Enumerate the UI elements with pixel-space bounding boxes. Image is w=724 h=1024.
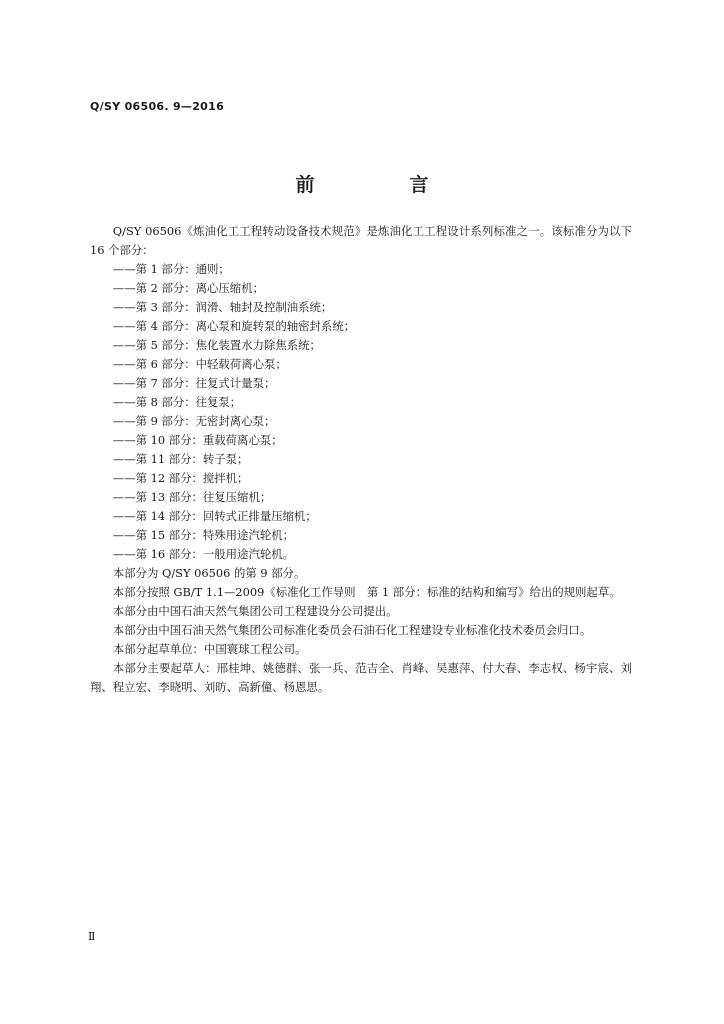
centralized-management-statement: 本部分由中国石油天然气集团公司标准化委员会石油石化工程建设专业标准化技术委员会归口。 [112, 623, 592, 637]
parts-list [90, 260, 632, 564]
list-item: ——第 9 部分：无密封离心泵； [112, 414, 276, 428]
list-item: ——第 1 部分：通则； [112, 262, 230, 276]
list-item: ——第 13 部分：往复压缩机； [112, 490, 272, 504]
list-item: ——第 5 部分：焦化装置水力除焦系统； [112, 338, 321, 352]
list-item: ——第 2 部分：离心压缩机； [112, 281, 264, 295]
standard-code: Q/SY 06506. 9—2016 [90, 100, 225, 113]
list-item: ——第 16 部分：一般用途汽轮机。 [112, 547, 295, 561]
proposer-statement: 本部分由中国石油天然气集团公司工程建设分公司提出。 [112, 604, 398, 618]
drafters-statement: 本部分主要起草人：邢桂坤、姚德群、张一兵、范吉全、肖峰、吴惠萍、付大春、李志权、杨宇宸、刘翔、程立宏、李晓明、刘昉、高新僮、杨恩思。 [90, 661, 632, 694]
list-item: ——第 15 部分：特殊用途汽轮机； [112, 528, 295, 542]
intro-paragraph: Q/SY 06506《炼油化工工程转动设备技术规范》是炼油化工工程设计系列标准之一。该标准分为以下 16 个部分： [90, 224, 632, 257]
list-item: ——第 8 部分：往复泵； [112, 395, 242, 409]
list-item: ——第 10 部分：重载荷离心泵； [112, 433, 283, 447]
page-number: Ⅱ [88, 930, 96, 943]
page-title: 前 言 [295, 174, 467, 196]
drafting-rules-statement: 本部分按照 GB/T 1.1—2009《标准化工作导则 第 1 部分：标准的结构和编写》给出的规则起草。 [112, 585, 621, 599]
list-item: ——第 12 部分：搅拌机； [112, 471, 249, 485]
list-item: ——第 4 部分：离心泵和旋转泵的轴密封系统； [112, 319, 356, 333]
list-item: ——第 3 部分：润滑、轴封及控制油系统； [112, 300, 333, 314]
list-item: ——第 14 部分：回转式正排量压缩机； [112, 509, 317, 523]
drafting-organization-statement: 本部分起草单位：中国寰球工程公司。 [112, 642, 307, 656]
document-body [90, 222, 632, 697]
list-item: ——第 7 部分：往复式计量泵； [112, 376, 276, 390]
list-item: ——第 6 部分：中轻载荷离心泵； [112, 357, 287, 371]
list-item: ——第 11 部分：转子泵； [112, 452, 249, 466]
part-statement: 本部分为 Q/SY 06506 的第 9 部分。 [112, 566, 306, 580]
